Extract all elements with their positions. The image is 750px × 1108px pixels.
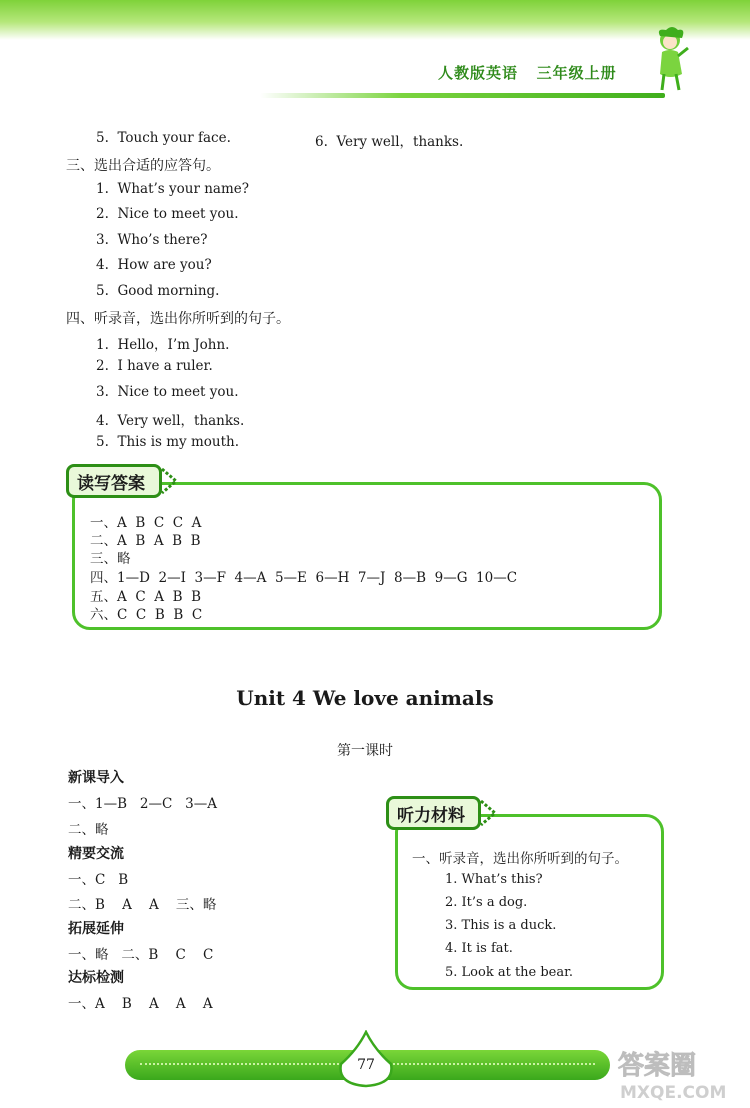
- list-item: 1. Hello，I’m John.: [96, 337, 230, 353]
- book-title: 人教版英语 三年级上册: [438, 64, 617, 82]
- list-item: 3. Who’s there?: [96, 232, 208, 248]
- listening-title: 一、听录音，选出你所听到的句子。: [412, 851, 628, 867]
- listening-item: 4. It is fat.: [445, 941, 513, 956]
- answer-line: 一、A B A A A: [68, 996, 213, 1012]
- svg-text:答案圈: 答案圈: [618, 1051, 697, 1081]
- list-item: 5. This is my mouth.: [96, 434, 239, 450]
- answer-line: 二、略: [68, 822, 109, 838]
- answer-line: 二、B A A 三、略: [68, 897, 217, 913]
- listening-item: 3. This is a duck.: [445, 918, 557, 933]
- item-5: 5. Touch your face.: [96, 130, 231, 146]
- arrow-right-icon: [479, 798, 497, 828]
- part-3-title: 三、选出合适的应答句。: [66, 158, 220, 174]
- listening-item: 2. It’s a dog.: [445, 895, 528, 910]
- list-item: 2. I have a ruler.: [96, 358, 213, 374]
- list-item: 2. Nice to meet you.: [96, 206, 239, 222]
- header-gradient-band: [0, 0, 750, 40]
- reading-answers-tab: [66, 464, 162, 498]
- listening-materials-tab-label: 听力材料: [397, 805, 465, 826]
- item-6: 6. Very well，thanks.: [315, 134, 464, 150]
- section-title: 拓展延伸: [68, 921, 124, 937]
- list-item: 4. Very well，thanks.: [96, 413, 245, 429]
- reading-answer-line: 三、略: [90, 551, 131, 567]
- section-title: 达标检测: [68, 970, 124, 986]
- reading-answer-line: 六、C C B B C: [90, 607, 203, 623]
- answer-line: 一、1—B 2—C 3—A: [68, 796, 218, 812]
- header-rule: [260, 93, 665, 98]
- answer-line: 一、略 二、B C C: [68, 947, 214, 963]
- watermark-text: MXQE.COM: [620, 1083, 727, 1103]
- watermark-logo: [612, 1042, 747, 1104]
- list-item: 4. How are you?: [96, 257, 212, 273]
- section-title: 新课导入: [68, 770, 124, 786]
- reading-answers-tab-label: 读写答案: [77, 473, 145, 494]
- reading-answer-line: 四、1—D 2—I 3—F 4—A 5—E 6—H 7—J 8—B 9—G 10—C: [90, 570, 518, 586]
- list-item: 1. What’s your name?: [96, 181, 249, 197]
- list-item: 5. Good morning.: [96, 283, 220, 299]
- page-number: 77: [357, 1057, 375, 1073]
- reading-answer-line: 一、A B C C A: [90, 515, 202, 531]
- reading-answer-line: 五、A C A B B: [90, 589, 201, 605]
- unit-title: Unit 4 We love animals: [236, 686, 494, 710]
- part-4-title: 四、听录音，选出你所听到的句子。: [66, 311, 290, 327]
- listening-materials-tab: [386, 796, 481, 830]
- arrow-right-icon: [160, 466, 178, 496]
- listening-item: 5. Look at the bear.: [445, 965, 574, 980]
- girl-mascot-icon: [652, 26, 692, 94]
- listening-item: 1. What’s this?: [445, 872, 543, 887]
- reading-answer-line: 二、A B A B B: [90, 533, 201, 549]
- lesson-title: 第一课时: [337, 743, 393, 759]
- answer-line: 一、C B: [68, 872, 129, 888]
- section-title: 精要交流: [68, 846, 124, 862]
- list-item: 3. Nice to meet you.: [96, 384, 239, 400]
- listening-materials-box: [395, 814, 664, 990]
